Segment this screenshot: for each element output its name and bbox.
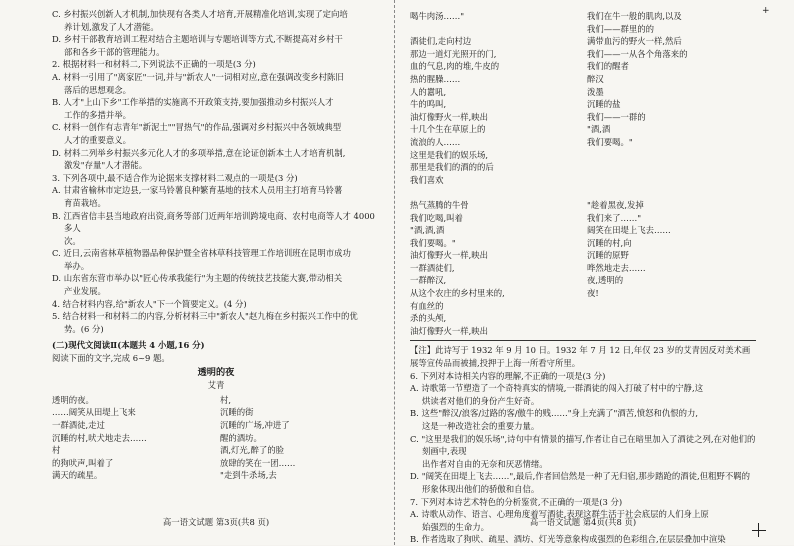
question-line: C. 乡村振兴创新人才机制,加快现有各类人才培育,开展精准化培训,实现了定向培 [52, 9, 348, 19]
poem-line: 沉睡的村,向 [587, 237, 632, 248]
poem-column [52, 394, 212, 482]
question-line: 4. 结合材料内容,给"新农人"下一个简要定义。(4 分) [52, 298, 247, 309]
poem-line: 这里是我们的娱乐场, [410, 149, 489, 160]
poem-line: 醒的酒坊。 [220, 432, 262, 443]
poem-line: 我们要喝。" [587, 136, 633, 147]
question-line: 这是一种改造社会的重要力量。 [422, 421, 540, 431]
poem-body-left [52, 394, 380, 482]
question-line: C. "这里是我们的娱乐场",诗句中有情景的描写,作者让自己在暗里加入了酒徒之列,在对他们的刻画中,表现 [410, 433, 756, 457]
poem-body-right [410, 10, 756, 337]
poem-line: 我们要喝。" [410, 237, 456, 248]
poem-line: 放肆的笑在一团…… [220, 457, 296, 468]
question-line: 激发"存量"人才潜能。 [64, 160, 148, 171]
poem-line: 我们喜欢 [410, 174, 444, 185]
fold-line [394, 0, 395, 545]
question-line: D. 乡村干部教育培训工程对结合主题培训与专题培训等方式,不断提高对乡村干 [52, 34, 343, 45]
question-line: 产业发展。 [64, 286, 106, 297]
question-line: 7. 下列对本诗艺术特色的分析鉴赏,不正确的一项是(3 分) [410, 496, 623, 507]
question-line: C. 近日,云南省林草植物器品种保护暨全省林草科技管理工作培训班在昆明市成功 [52, 248, 351, 259]
poem-line: 杀的头颅, [410, 313, 447, 324]
question-line: D. "阔笑在田堤上飞去……",最后,作者回信然是一种了无归宿,那步踏跄的酒徒,但粗野不羁的 [410, 471, 750, 482]
question-line: 3. 下列各项中,最不适合作为论据来支撑材料二观点的一项是(3 分) [52, 172, 298, 183]
question-line: 出作者对自由的无奈和厌恶情绪。 [422, 458, 548, 469]
page-footer: 高一语文试题 第3页(共8 页) [162, 517, 270, 528]
poem-line: 那边一道灯光照开的门, [410, 48, 497, 59]
poem-line: ……阔笑从田堤上飞来 [52, 407, 136, 418]
poem-line: 从这个农庄的乡村里来的, [410, 288, 505, 299]
poem-line: 喝牛肉汤……" [410, 11, 465, 21]
poem-line: 一群酒徒们, [410, 262, 455, 273]
poem-line: 夜,透明的 [587, 275, 624, 286]
question-line: 养计划,激发了人才潜能。 [64, 21, 159, 32]
question-line: B. 江西省信丰县当地政府出资,商务等部门近两年培训跨境电商、农村电商等人才 4000 多人 [52, 210, 375, 234]
poem-line [587, 161, 756, 174]
poem-line: 那里是我们的酒的的后 [410, 162, 494, 173]
question-line: 次。 [64, 235, 81, 246]
crop-mark-icon [752, 523, 766, 537]
poem-line: 流浪的人…… [410, 136, 461, 147]
poem-line: 我们来了……" [587, 212, 642, 223]
poem-line: 沉睡的原野 [587, 250, 629, 261]
question-line: D. 山东省东营市举办以"匠心传承我能行"为主题的传统技艺技能大赛,带动相关 [52, 273, 343, 284]
poem-line: 透明的夜。 [52, 394, 94, 405]
poem-line: "走到牛杀场,去 [220, 470, 277, 481]
question-line: D. 材料二列举乡村振兴多元化人才的多项举措,意在论证创新本土人才培育机制, [52, 147, 346, 158]
poem-line: 满天的疏星。 [52, 470, 103, 481]
poem-line: 热气蒸腾的牛骨 [410, 199, 469, 210]
poem-line: 我们——一群的 [587, 111, 646, 122]
poem-column [587, 10, 756, 337]
question-line: 部和各乡干部的管理能力。 [64, 46, 165, 57]
question-line: 2. 根据材料一和材料二,下列说法不正确的一项是(3 分) [52, 59, 256, 70]
section-heading: (二)现代文阅读Ⅱ(本题共 4 小题,16 分) [52, 340, 205, 351]
poem-line: 泼墨 [587, 86, 604, 97]
page-3 [52, 8, 380, 529]
poem-line: 村, [220, 394, 232, 405]
poem-line: 牛的鸣叫, [410, 99, 447, 110]
left-question-block [52, 8, 380, 335]
question-line: 烘读者对他们的身份产生好奇。 [422, 395, 540, 406]
poem-line: 我们吃喝,叫着 [410, 212, 463, 223]
poem-title: 透明的夜 [197, 366, 235, 378]
corner-mark: + [762, 6, 770, 16]
question-line: 人才的重要意义。 [64, 134, 131, 145]
poem-line: 油灯像野火一样,映出 [410, 325, 489, 336]
poem-line: 有血丝的 [410, 300, 444, 311]
poem-line: 一群酒徒,走过 [52, 420, 105, 430]
question-line: A. 材料一引用了"离家匠"一词,并与"新农人"一词相对应,意在强调改变乡村陈旧 [52, 71, 344, 82]
question-line: 形象体现出他们的骄傲和自信。 [422, 483, 540, 494]
poem-line: 一群醉汉, [410, 275, 447, 286]
poem-line: "趁着黑夜,发掉 [587, 199, 644, 210]
poem-line [587, 186, 756, 199]
poem-line: 酒,灯光,醉了的脸 [220, 445, 284, 456]
poem-line: 醉汉 [587, 73, 604, 84]
poem-line: 阔笑在田堤上飞去…… [587, 225, 671, 236]
poem-line: 热的腥臊…… [410, 73, 461, 84]
question-line: A. 诗歌第一节塑造了一个奇特真实的情境,一群酒徒的闯入打破了村中的宁静,这 [410, 383, 704, 394]
question-line: A. 诗歌从动作、语言、心理角度着写酒徒,表现这群生活于社会底层的人们身上原 [410, 509, 709, 520]
poem-line: 我们在牛一般的肌肉,以及 [587, 11, 682, 21]
question-line: A. 甘肃省榆林市定边县,一家马铃薯良种繁育基地的技术人员用主打培育马铃薯 [52, 185, 343, 196]
poem-line: 村 [52, 445, 61, 456]
poem-note: 【注】此诗写于 1932 年 9 月 10 日。1932 年 7 月 12 日,年仅 23 岁的艾青因反对美术画展等宣传品而被捕,投押于上海一所看守所里。 [410, 345, 751, 369]
poem-column [410, 10, 579, 337]
poem-line: "酒,酒,酒 [410, 225, 445, 236]
question-line: 落后的思想观念。 [64, 84, 131, 95]
question-line: B. 作者选取了狗吠、疏星、酒坊、灯光等意象构成强烈的色彩组合,在层层叠加中渲染 [410, 534, 726, 545]
poem-line [410, 23, 579, 36]
divider [410, 340, 756, 341]
poem-line: 油灯像野火一样,映出 [410, 250, 489, 261]
question-line: 工作的多措并举。 [64, 109, 131, 120]
poem-line: 沉睡的村,吠犬地走去…… [52, 432, 147, 443]
poem-author: 艾青 [207, 380, 225, 391]
poem-line: 人的囂吼, [410, 86, 447, 97]
poem-line: 沉睡的广场,冲进了 [220, 420, 290, 430]
poem-line [587, 174, 756, 187]
poem-line: 哗然地走去…… [587, 262, 646, 273]
poem-line: 沉睡的街 [220, 407, 254, 418]
reading-instruction: 阅读下面的文字,完成 6~9 题。 [52, 353, 170, 364]
question-line: 5. 结合材料一和材料二的内容,分析材料三中"新农人"赵九梅在乡村振兴工作中的优 [52, 311, 358, 322]
poem-line [410, 186, 579, 199]
question-line: B. 这些"醉汉/浪客/过路的客/傲牛的贱……"身上充满了"酒苦,愤怒和仇恨的力, [410, 408, 699, 419]
poem-line: 沉睡的盐 [587, 99, 621, 110]
poem-line: 夜! [587, 288, 599, 299]
poem-line: 十几个生在草原上的 [410, 124, 486, 135]
poem-line: "酒,酒 [587, 124, 611, 135]
poem-line: 满带血污的野火一样,然后 [587, 36, 682, 47]
poem-line: 酒徒们,走向村边 [410, 36, 472, 47]
poem-column [220, 394, 380, 482]
question-line: C. 材料一创作有志青年"新泥土""冒热气"的作品,强调对乡村振兴中各领域典型 [52, 122, 342, 133]
question-line: B. 人才"上山下乡"工作举措的实施离不开政策支持,要加强推动乡村振兴人才 [52, 97, 334, 108]
poem-line: 血的气息,肉的堆,牛皮的 [410, 61, 500, 72]
poem-line: 的狗吠声,叫着了 [52, 457, 114, 468]
poem-line [587, 149, 756, 162]
question-line: 始强烈的生命力。 [422, 521, 489, 532]
poem-line: 我们——一从各个角落来的 [587, 48, 688, 59]
poem-line: 我们——群里的的 [587, 23, 654, 34]
question-line: 势。(6 分) [64, 323, 104, 334]
question-line: 育苗栽培。 [64, 197, 106, 208]
question-line: 6. 下列对本诗相关内容的理解,不正确的一项是(3 分) [410, 370, 606, 381]
poem-line: 我们的醒者 [587, 61, 629, 72]
page-footer: 高一语文试题 第4页(共8 页) [529, 517, 637, 528]
poem-line: 油灯像野火一样,映出 [410, 111, 489, 122]
page-4 [410, 8, 756, 545]
question-line: 举办。 [64, 260, 90, 271]
